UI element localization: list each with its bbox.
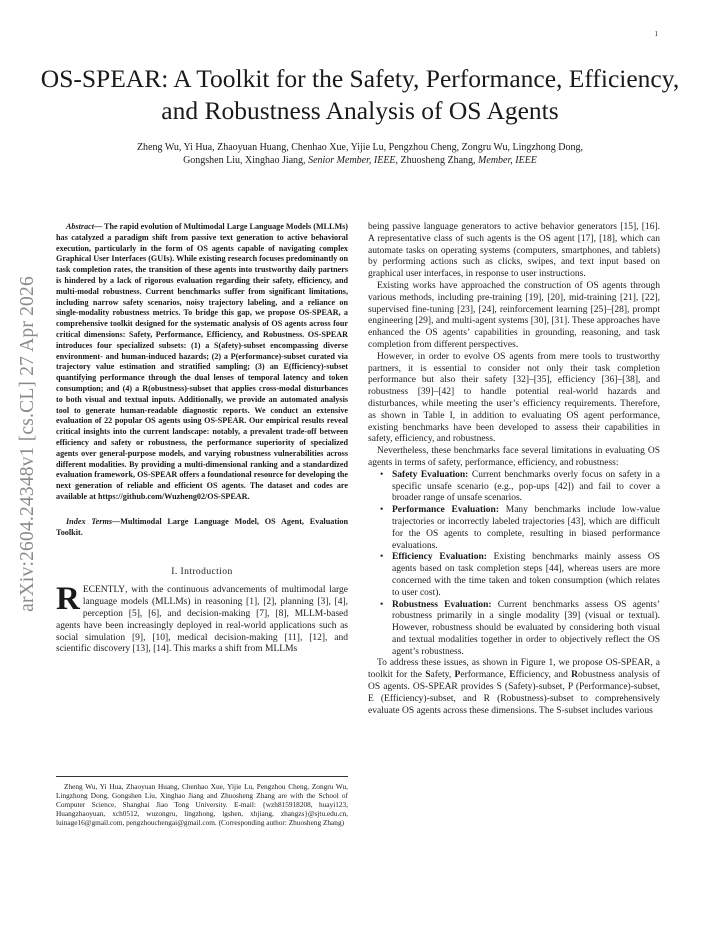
right-paragraph-3: However, in order to evolve OS agents from mere tools to trustworthy partners, it is essential to consider not only their task completion performance but also their safety [32]–[35], efficiency [36]–[38], and robustness [39]–[42] to handle potential real-world hazards and disturbances, while meeting the user’s efficiency requirements. Therefore, as shown in Table I, in addition to evaluating OS agent performance, existing benchmarks have been developed to assess their capabilities in safety, efficiency, and robustness. bbox=[368, 351, 660, 445]
list-item-text: Existing benchmarks mainly assess OS agents based on task completion steps [44], whereas users are more concerned with the time taken and token consumption (which relates to user cost). bbox=[392, 552, 660, 598]
author-line-2 bbox=[50, 154, 670, 167]
list-item-head: Robustness Evaluation: bbox=[392, 599, 492, 610]
right-paragraph-4: Nevertheless, these benchmarks face several limitations in evaluating OS agents in terms of safety, performance, efficiency, and robustness: bbox=[368, 446, 660, 468]
list-item bbox=[368, 552, 660, 599]
list-item-text: Many benchmarks include low-value trajectories or incorrectly labeled trajectories [43], which are difficult for the OS agents to complete, resulting in biased performance evaluations. bbox=[392, 505, 660, 551]
list-item-text: Current benchmarks assess OS agents’ robustness primarily in a single modality [39] (visual or textual). However, robustness should be evaluated by considering both visual and textual modalities together in order to objectively reflect the OS agent’s robustness. bbox=[392, 599, 661, 657]
limitations-list bbox=[368, 470, 660, 659]
abstract-body: — The rapid evolution of Multimodal Large Language Models (MLLMs) has catalyzed a paradigm shift from passive text generation to active behavioral execution, particularly in the form of OS agents capable of navigating complex Graphical User Interfaces (GUIs). While existing research focuses predominantly on task completion rates, the transition of these agents into trustworthy daily partners is hindered by a lack of rigorous evaluation regarding their safety, efficiency, and multi-modal robustness. Current benchmarks suffer from significant limitations, including narrow safety scenarios, noisy trajectory labeling, and a reliance on single-modality robustness metrics. To bridge this gap, we propose OS-SPEAR, a comprehensive toolkit designed for the systematic analysis of OS agents across four critical dimensions: Safety, Performance, Efficiency, and Robustness. OS-SPEAR introduces four specialized subsets: (1) a S(afety)-subset encompassing diverse environment- and human-induced hazards; (2) a P(erformance)-subset curated via trajectory value estimation and stratified sampling; (3) an E(fficiency)-subset quantifying performance through the dual lenses of temporal latency and token consumption; and (4) a R(obustness)-subset that applies cross-modal disturbances to both visual and textual inputs. Additionally, we provide an automated analysis tool to generate human-readable diagnostic reports. We conduct an extensive evaluation of 22 popular OS agents using OS-SPEAR. Our empirical results reveal critical insights into the current landscape: notably, a prevalent trade-off between efficiency and safety or robustness, the performance superiority of specialized agents over general-purpose models, and varying robustness vulnerabilities across different modalities. By providing a multi-dimensional ranking and a standardized evaluation framework, OS-SPEAR offers a foundational resource for developing the next generation of reliable and efficient OS agents. The dataset and codes are available at https://github.com/Wuzheng02/OS-SPEAR. bbox=[56, 222, 348, 501]
list-item-head: Safety Evaluation: bbox=[392, 469, 469, 480]
author-line-1: Zheng Wu, Yi Hua, Zhaoyuan Huang, Chenhao Xue, Yijie Lu, Pengzhou Cheng, Zongru Wu, Lingzhong Dong, bbox=[136, 142, 584, 153]
arxiv-stamp bbox=[10, 238, 46, 650]
section-heading: I. Introduction bbox=[171, 566, 233, 578]
abstract-label: Abstract bbox=[66, 222, 94, 231]
right-paragraph-5 bbox=[368, 658, 660, 717]
author-list bbox=[50, 141, 670, 167]
index-terms-label: Index Terms bbox=[66, 516, 113, 526]
list-item bbox=[368, 470, 660, 505]
page-number: 1 bbox=[654, 30, 658, 38]
p5-letter-s: S bbox=[425, 670, 431, 681]
senior-member-note: Senior Member, IEEE bbox=[308, 155, 396, 166]
abstract bbox=[56, 222, 348, 503]
author-separator: , bbox=[395, 155, 399, 166]
p5-part-b: afety, bbox=[430, 670, 455, 681]
right-paragraph-2: Existing works have approached the construction of OS agents through various methods, including pre-training [19], [20], mid-training [21], [22], supervised fine-tuning [23], [24], reinforcement learning [25]–[28], prompt engineering [29], and multi-agent systems [30], [31]. These approaches have enhanced the OS agents’ capabilities in grounding, reasoning, and task completion from different perspectives. bbox=[368, 280, 660, 350]
intro-lead: ECENTLY bbox=[82, 585, 126, 596]
p5-letter-r: R bbox=[571, 670, 579, 681]
list-item-text: Current benchmarks overly focus on safety in a specific unsafe scenario (e.g., pop-ups [42]) and fail to cover a broader range of unsafe scenarios. bbox=[392, 469, 660, 504]
right-column bbox=[368, 222, 660, 717]
list-item-head: Efficiency Evaluation: bbox=[392, 552, 487, 563]
list-item bbox=[368, 600, 660, 659]
right-paragraph-1: being passive language generators to active behavior generators [15], [16]. A representative class of such agents is the OS agent [17], [18], which can automate tasks on operating systems (computers, smartphones, and tablets) by performing actions such as clicks, swipes, and text input based on graphical user interfaces, in response to user instructions. bbox=[368, 222, 660, 280]
left-column bbox=[56, 222, 348, 656]
p5-letter-e: E bbox=[509, 670, 516, 681]
drop-cap: R bbox=[56, 581, 80, 618]
index-terms-body: —Multimodal Large Language Model, OS Agent, Evaluation Toolkit. bbox=[56, 516, 349, 537]
intro-body: , with the continuous advancements of multimodal large language models (MLLMs) in reasoning [1], [2], planning [3], [4], perception [5], [6], and decision-making [7], [8], MLLM-based agents have been increasingly deployed in real-world applications such as social simulation [9], [10], medical decision-making [11], [12], and scientific discovery [13], [14]. This marks a shift from MLLMs bbox=[56, 585, 348, 655]
paper-title: OS-SPEAR: A Toolkit for the Safety, Performance, Efficiency, and Robustness Analysis of OS Agents bbox=[40, 64, 680, 125]
list-item-head: Performance Evaluation: bbox=[392, 505, 499, 516]
author-last: Zhuosheng Zhang, bbox=[400, 155, 476, 166]
list-item bbox=[368, 505, 660, 552]
author-names-2: Gongshen Liu, Xinghao Jiang, bbox=[183, 155, 306, 166]
p5-letter-p: P bbox=[454, 670, 461, 681]
p5-part-c: erformance, bbox=[460, 670, 510, 681]
member-note: Member, IEEE bbox=[478, 155, 537, 166]
intro-paragraph bbox=[56, 581, 348, 656]
arxiv-stamp-text: arXiv:2604.24348v1 [cs.CL] 27 Apr 2026 bbox=[17, 276, 38, 612]
p5-part-d: fficiency, and bbox=[515, 670, 572, 681]
p5-part-e: obustness analysis of OS agents. OS-SPEAR provides S (Safety)-subset, P (Performance)-subset, E (Efficiency)-subset, and R (Robustness)-subset to comprehensively evaluate OS agents across these dimensions. The S-subset includes various bbox=[368, 670, 660, 716]
footnote: Zheng Wu, Yi Hua, Zhaoyuan Huang, Chenhao Xue, Yijie Lu, Pengzhou Cheng, Zongru Wu, Lingzhong Dong, Gongshen Liu, Xinghao Jiang and Zhuosheng Zhang are with the School of Computer Science, Shanghai Jiao Tong University. E-mail: {wzh815918208, huayi123, Huangzhaoyuan, xch0512, wuzongru, lingzhong, lgshen, xhjiang, zhangzs}@sjtu.edu.cn, luinage16@gmail.com, pengzhouchengai@gmail.com. (Corresponding author: Zhuosheng Zhang) bbox=[56, 776, 348, 827]
index-terms bbox=[56, 517, 348, 539]
p5-part-a: To address these issues, as shown in Figure 1, we propose OS-SPEAR, a toolkit for the bbox=[368, 658, 660, 681]
